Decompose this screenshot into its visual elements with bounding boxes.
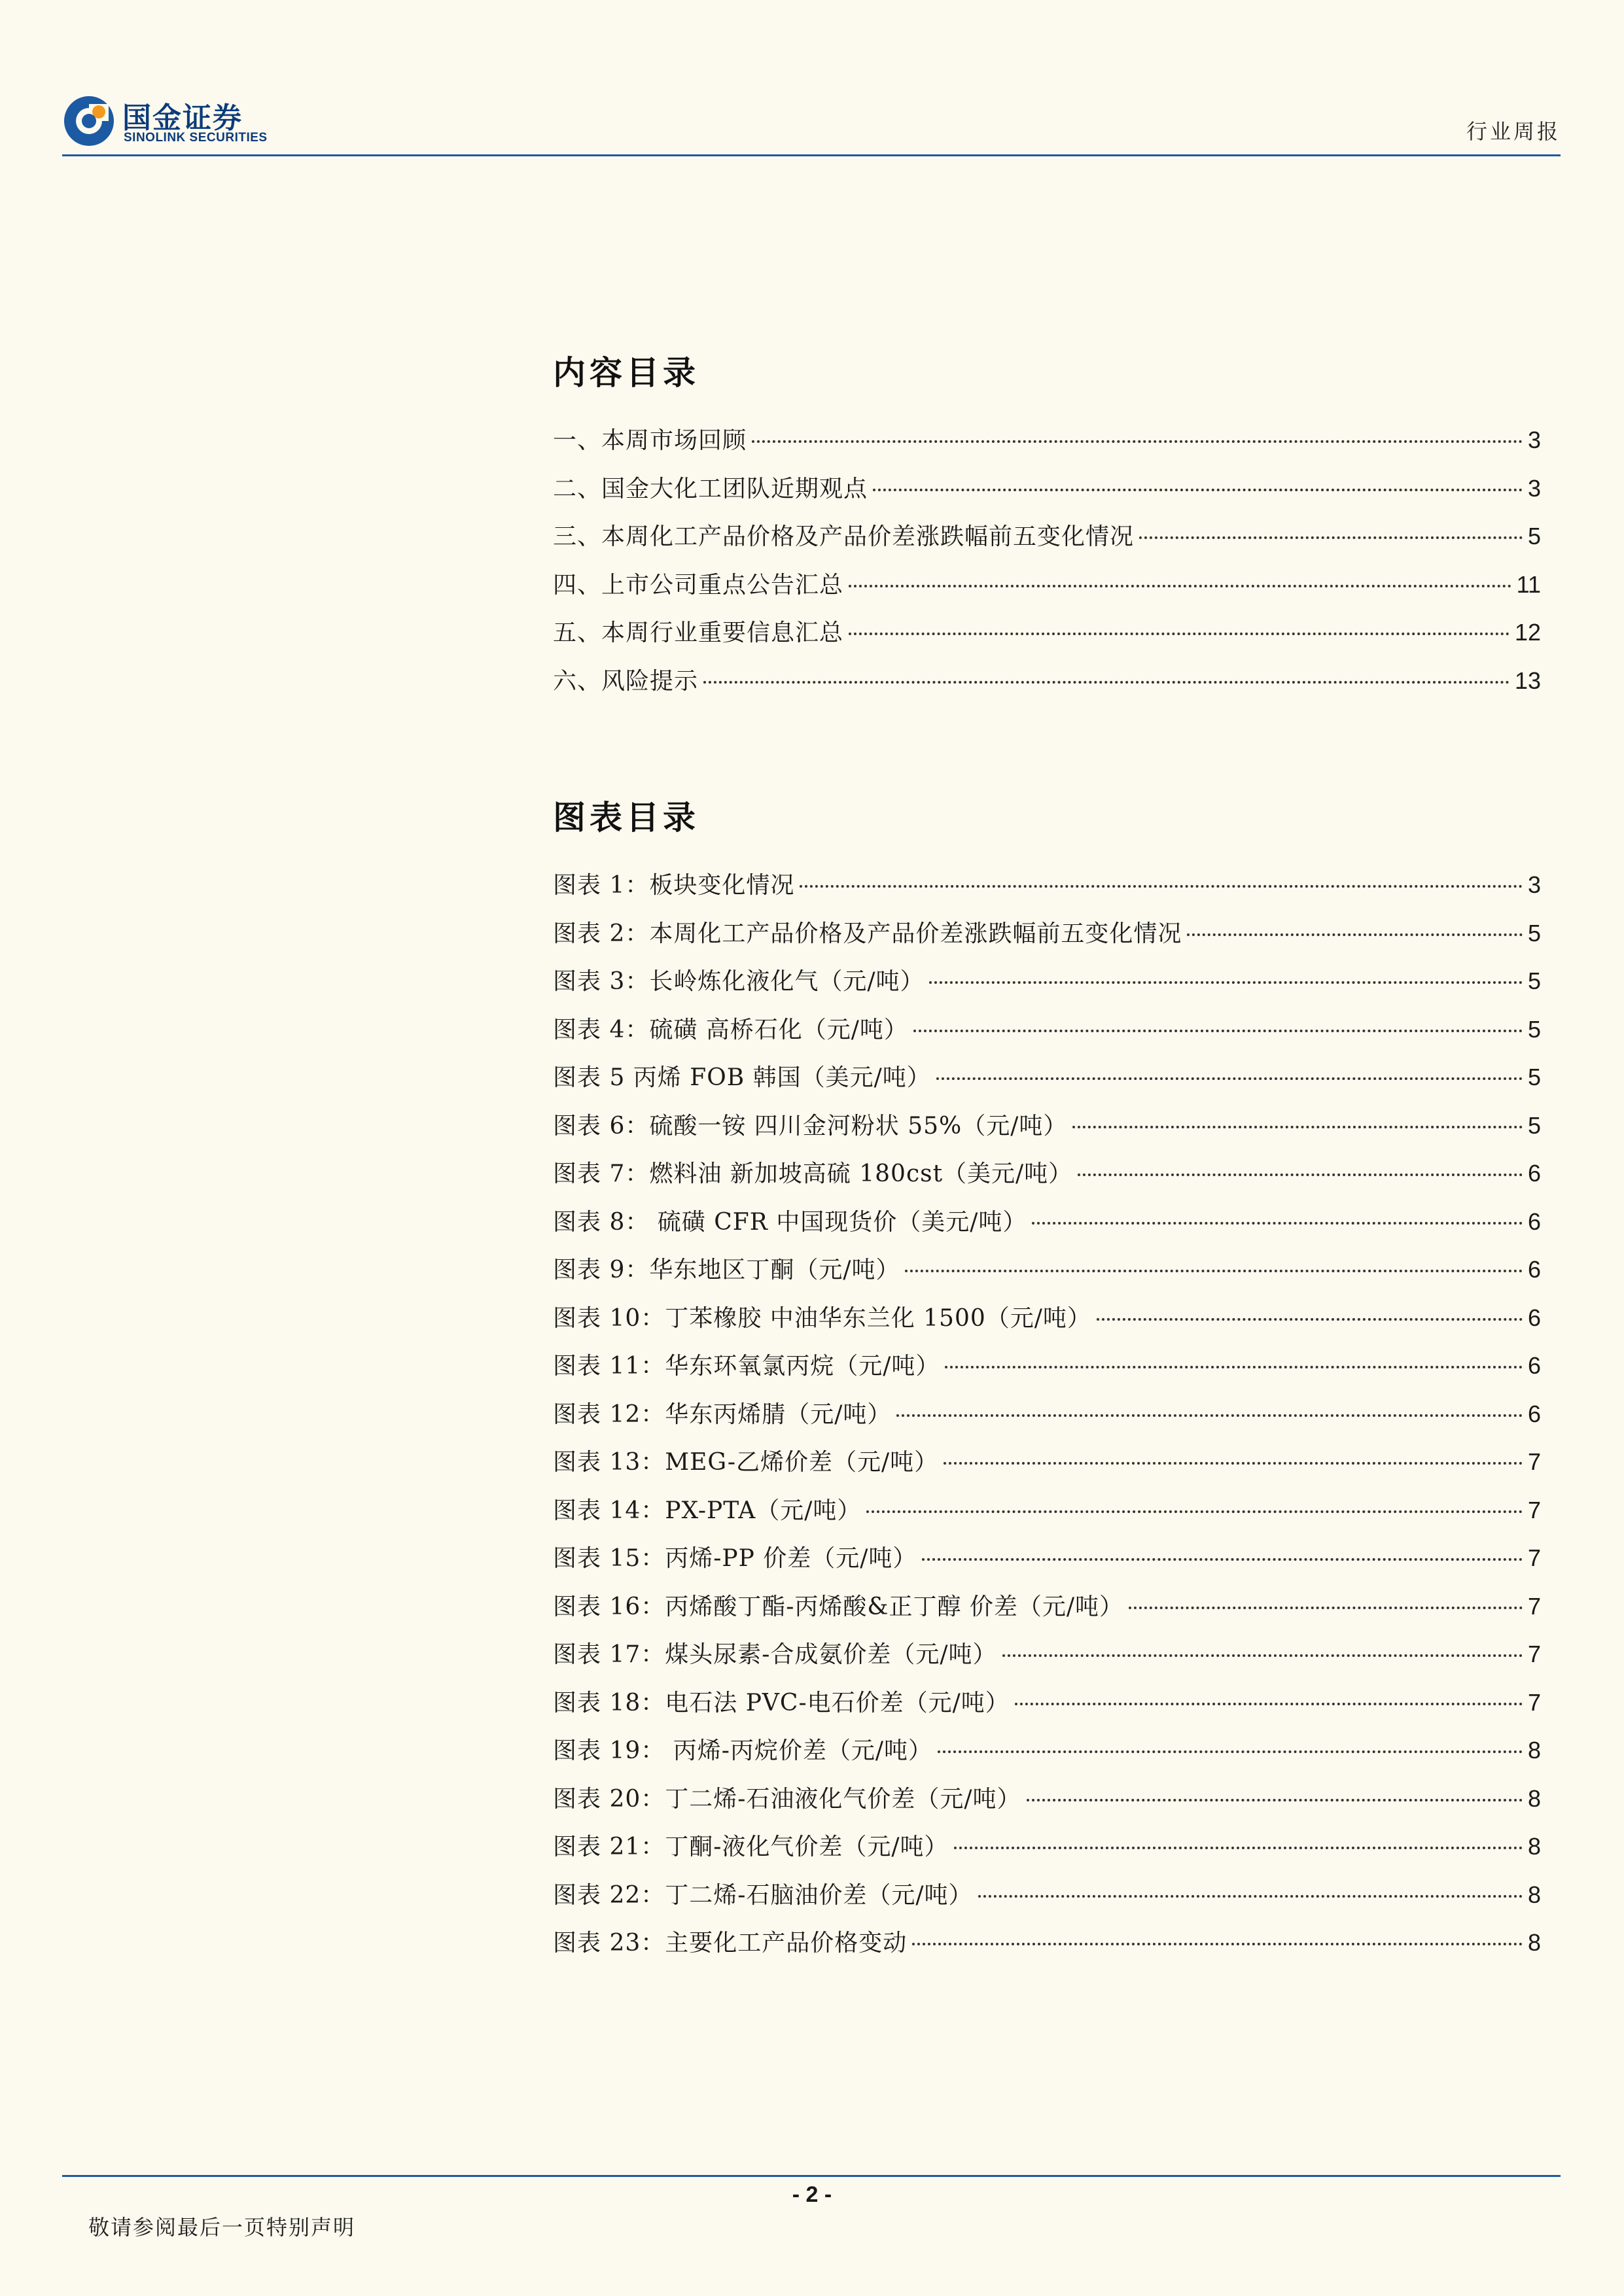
toc-entry-title[interactable]: 图表 3：长岭炼化液化气（元/吨） <box>553 968 925 995</box>
toc-dot-leader <box>944 1461 1523 1465</box>
toc-dot-leader <box>1015 1702 1523 1705</box>
toc-entry-page[interactable]: 6 <box>1527 1400 1541 1427</box>
toc-entry-title[interactable]: 图表 19： 丙烯-丙烷价差（元/吨） <box>553 1737 932 1764</box>
toc-entry[interactable] <box>553 608 1541 657</box>
toc-dot-leader <box>1097 1317 1523 1321</box>
toc-entry[interactable] <box>553 1871 1541 1919</box>
toc-dot-leader <box>938 1750 1523 1753</box>
toc-entry[interactable] <box>553 1342 1541 1390</box>
toc-dot-leader <box>945 1365 1523 1368</box>
toc-dot-leader <box>1032 1221 1523 1225</box>
toc-dot-leader <box>905 1269 1522 1272</box>
figures-toc <box>553 791 1541 1967</box>
toc-entry-page[interactable]: 5 <box>1527 967 1541 994</box>
toc-dot-leader <box>1187 933 1523 936</box>
toc-entry[interactable] <box>553 416 1541 464</box>
toc-entry-page[interactable]: 6 <box>1527 1352 1541 1379</box>
toc-dot-leader <box>896 1414 1523 1417</box>
figures-heading: 图表目录 <box>553 799 699 837</box>
toc-entry-title[interactable]: 图表 9：华东地区丁酮（元/吨） <box>553 1257 900 1283</box>
figures-list <box>553 861 1541 1967</box>
toc-entry-title[interactable]: 五、本周行业重要信息汇总 <box>553 619 844 646</box>
toc-dot-leader <box>873 488 1523 491</box>
toc-entry-title[interactable]: 图表 22：丁二烯-石脑油价差（元/吨） <box>553 1881 973 1909</box>
toc-entry[interactable] <box>553 1630 1541 1679</box>
toc-dot-leader <box>1002 1654 1523 1657</box>
toc-dot-leader <box>866 1510 1523 1513</box>
toc-entry-title[interactable]: 图表 17：煤头尿素-合成氨价差（元/吨） <box>553 1641 997 1668</box>
toc-entry[interactable] <box>553 1005 1541 1054</box>
toc-entry-title[interactable]: 图表 21：丁酮-液化气价差（元/吨） <box>553 1834 949 1860</box>
sinolink-logo-icon <box>62 94 116 148</box>
toc-dot-leader <box>913 1029 1523 1032</box>
toc-dot-leader <box>1129 1606 1523 1609</box>
toc-entry-title[interactable]: 图表 20：丁二烯-石油液化气价差（元/吨） <box>553 1785 1021 1813</box>
footer-divider <box>62 2175 1561 2177</box>
toc-dot-leader <box>849 632 1509 635</box>
disclaimer-text: 敬请参阅最后一页特别声明 <box>88 2215 356 2240</box>
toc-entry-title[interactable]: 一、本周市场回顾 <box>553 427 747 454</box>
toc-entry-page[interactable]: 8 <box>1527 1881 1541 1908</box>
toc-entry-page[interactable]: 13 <box>1514 667 1541 694</box>
toc-entry-page[interactable]: 12 <box>1514 619 1541 646</box>
header-divider <box>62 154 1561 156</box>
toc-entry-title[interactable]: 图表 5 丙烯 FOB 韩国（美元/吨） <box>553 1064 931 1091</box>
toc-entry-page[interactable]: 7 <box>1527 1641 1541 1667</box>
toc-entry-title[interactable]: 四、上市公司重点公告汇总 <box>553 571 844 599</box>
logo-english-name: SINOLINK SECURITIES <box>124 131 268 145</box>
toc-entry[interactable] <box>553 1245 1541 1294</box>
toc-entry-title[interactable]: 图表 10：丁苯橡胶 中油华东兰化 1500（元/吨） <box>553 1304 1091 1332</box>
toc-entry[interactable] <box>553 1822 1541 1871</box>
toc-entry-title[interactable]: 图表 2：本周化工产品价格及产品价差涨跌幅前五变化情况 <box>553 920 1182 947</box>
toc-entry[interactable] <box>553 1679 1541 1727</box>
toc-entry-page[interactable]: 3 <box>1527 426 1541 453</box>
toc-entry-title[interactable]: 图表 16：丙烯酸丁酯-丙烯酸&正丁醇 价差（元/吨） <box>553 1593 1124 1620</box>
toc-dot-leader <box>954 1846 1523 1849</box>
toc-entry[interactable] <box>553 657 1541 705</box>
toc-entry-page[interactable]: 7 <box>1527 1544 1541 1571</box>
toc-entry-page[interactable]: 5 <box>1527 919 1541 947</box>
toc-entry-title[interactable]: 图表 1：板块变化情况 <box>553 872 795 899</box>
toc-entry-title[interactable]: 图表 14：PX-PTA（元/吨） <box>553 1497 862 1524</box>
toc-entry-page[interactable]: 8 <box>1527 1833 1541 1860</box>
toc-entry-page[interactable]: 5 <box>1527 1111 1541 1139</box>
toc-entry-page[interactable]: 11 <box>1516 570 1541 598</box>
contents-toc <box>553 347 1541 704</box>
toc-entry[interactable] <box>553 1149 1541 1198</box>
toc-dot-leader <box>703 680 1509 684</box>
toc-entry[interactable] <box>553 1582 1541 1631</box>
toc-entry[interactable] <box>553 1294 1541 1342</box>
toc-dot-leader <box>929 981 1522 984</box>
report-type-label: 行业周报 <box>1466 119 1561 144</box>
toc-entry-page[interactable]: 5 <box>1527 1064 1541 1090</box>
toc-dot-leader <box>936 1077 1523 1080</box>
company-logo <box>62 92 298 150</box>
toc-dot-leader <box>800 884 1523 888</box>
toc-entry-page[interactable]: 8 <box>1527 1929 1541 1956</box>
logo-chinese-name: 国金证券 <box>122 101 243 135</box>
page-number: - 2 - <box>792 2182 832 2207</box>
toc-entry-page[interactable]: 8 <box>1527 1784 1541 1812</box>
toc-entry-title[interactable]: 图表 4：硫磺 高桥石化（元/吨） <box>553 1016 908 1043</box>
toc-entry-title[interactable]: 图表 11：华东环氧氯丙烷（元/吨） <box>553 1353 940 1380</box>
toc-dot-leader <box>752 440 1523 443</box>
toc-entry-title[interactable]: 图表 12：华东丙烯腈（元/吨） <box>553 1400 892 1428</box>
toc-entry-page[interactable]: 6 <box>1527 1160 1541 1187</box>
toc-entry-title[interactable]: 三、本周化工产品价格及产品价差涨跌幅前五变化情况 <box>553 523 1135 550</box>
toc-entry-title[interactable]: 二、国金大化工团队近期观点 <box>553 475 868 502</box>
contents-heading: 内容目录 <box>553 354 699 392</box>
toc-entry[interactable] <box>553 561 1541 609</box>
toc-entry[interactable] <box>553 957 1541 1005</box>
toc-entry-page[interactable]: 7 <box>1527 1496 1541 1523</box>
toc-entry[interactable] <box>553 909 1541 958</box>
toc-entry-page[interactable]: 6 <box>1527 1256 1541 1283</box>
toc-dot-leader <box>849 584 1511 587</box>
toc-entry-page[interactable]: 7 <box>1527 1448 1541 1475</box>
toc-dot-leader <box>922 1557 1523 1561</box>
toc-entry-title[interactable]: 图表 13：MEG-乙烯价差（元/吨） <box>553 1449 939 1476</box>
toc-entry[interactable] <box>553 1486 1541 1535</box>
toc-entry-title[interactable]: 图表 7：燃料油 新加坡高硫 180cst（美元/吨） <box>553 1160 1073 1187</box>
toc-entry[interactable] <box>553 1102 1541 1150</box>
toc-entry[interactable] <box>553 1775 1541 1823</box>
toc-entry[interactable] <box>553 464 1541 513</box>
toc-entry[interactable] <box>553 1726 1541 1775</box>
toc-entry-title[interactable]: 图表 8： 硫磺 CFR 中国现货价（美元/吨） <box>553 1208 1027 1236</box>
toc-dot-leader <box>1027 1798 1523 1801</box>
toc-entry[interactable] <box>553 1438 1541 1486</box>
toc-entry[interactable] <box>553 1053 1541 1102</box>
toc-dot-leader <box>1078 1173 1523 1176</box>
toc-entry-title[interactable]: 图表 23：主要化工产品价格变动 <box>553 1930 908 1957</box>
toc-entry-page[interactable]: 3 <box>1527 871 1541 898</box>
toc-entry-page[interactable]: 8 <box>1527 1737 1541 1764</box>
toc-entry-title[interactable]: 图表 15：丙烯-PP 价差（元/吨） <box>553 1545 917 1572</box>
toc-entry-page[interactable]: 5 <box>1527 523 1541 549</box>
toc-entry[interactable] <box>553 1919 1541 1967</box>
toc-entry-page[interactable]: 6 <box>1527 1208 1541 1235</box>
toc-entry-page[interactable]: 5 <box>1527 1015 1541 1043</box>
toc-dot-leader <box>978 1894 1523 1898</box>
toc-entry-page[interactable]: 3 <box>1527 474 1541 502</box>
toc-entry-title[interactable]: 图表 6：硫酸一铵 四川金河粉状 55%（元/吨） <box>553 1112 1068 1139</box>
toc-entry-page[interactable]: 7 <box>1527 1688 1541 1716</box>
toc-entry[interactable] <box>553 512 1541 561</box>
toc-dot-leader <box>912 1942 1523 1945</box>
toc-entry-title[interactable]: 图表 18：电石法 PVC-电石价差（元/吨） <box>553 1689 1010 1716</box>
contents-list <box>553 416 1541 704</box>
toc-entry[interactable] <box>553 861 1541 909</box>
toc-entry-title[interactable]: 六、风险提示 <box>553 667 699 695</box>
toc-dot-leader <box>1139 536 1523 539</box>
toc-entry[interactable] <box>553 1390 1541 1438</box>
toc-entry-page[interactable]: 6 <box>1527 1304 1541 1331</box>
toc-entry[interactable] <box>553 1198 1541 1246</box>
toc-dot-leader <box>1072 1125 1523 1128</box>
toc-entry-page[interactable]: 7 <box>1527 1592 1541 1620</box>
page-header <box>62 92 1561 157</box>
toc-entry[interactable] <box>553 1534 1541 1582</box>
